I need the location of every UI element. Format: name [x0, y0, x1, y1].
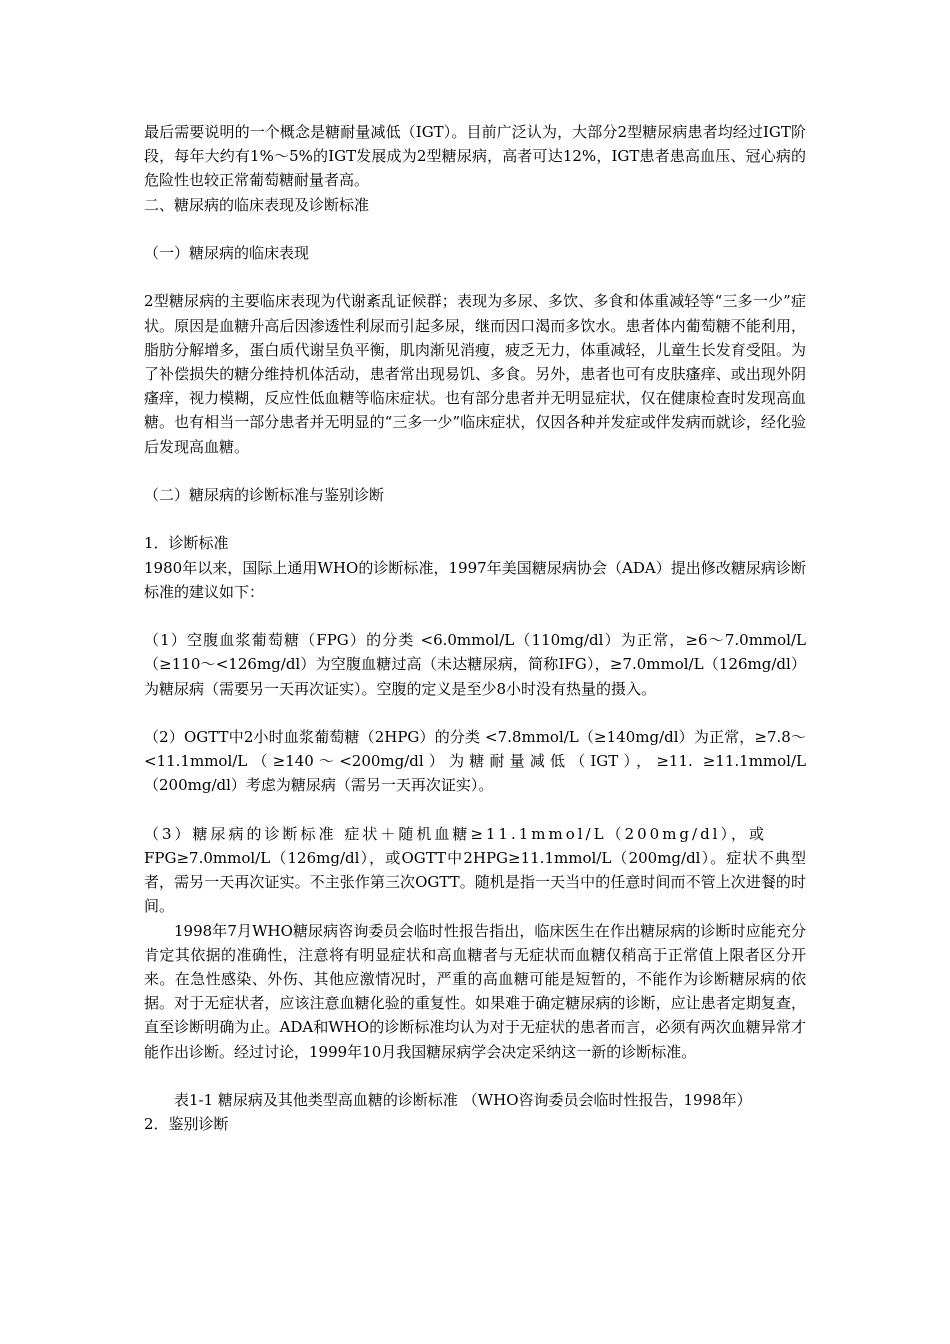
paragraph-symptoms: 2型糖尿病的主要临床表现为代谢紊乱证候群；表现为多尿、多饮、多食和体重减轻等“三多一少”症状。原因是血糖升高后因渗透性利尿而引起多尿，继而因口渴而多饮水。患者体内葡萄糖不能利用，脂肪分解增多，蛋白质代谢呈负平衡，肌肉渐见消瘦，疲乏无力，体重减轻，儿童生长发育受阻。为了补偿损失的糖分维持机体活动，患者常出现易饥、多食。另外，患者也可有皮肤瘙痒、或出现外阴瘙痒，视力模糊，反应性低血糖等临床症状。也有部分患者并无明显症状，仅在健康检查时发现高血糖。也有相当一部分患者并无明显的“三多一少”临床症状，仅因各种并发症或伴发病而就诊，经化验后发现高血糖。	[144, 292, 806, 456]
paragraph-who: 1980年以来，国际上通用WHO的诊断标准，1997年美国糖尿病协会（ADA）提出修改糖尿病诊断标准的建议如下：	[144, 558, 806, 601]
paragraph-igt: 最后需要说明的一个概念是糖耐量减低（IGT）。目前广泛认为，大部分2型糖尿病患者均经过IGT阶段，每年大约有1%～5%的IGT发展成为2型糖尿病，高者可达12%，IGT患者患高血压、冠心病的危险性也较正常葡萄糖耐量者高。	[144, 123, 806, 190]
spacer	[144, 507, 806, 531]
spacer	[144, 1064, 806, 1088]
paragraph-who-1998: 1998年7月WHO糖尿病咨询委员会临时性报告指出，临床医生在作出糖尿病的诊断时应能充分肯定其依据的准确性，注意将有明显症状和高血糖者与无症状而血糖仅稍高于正常值上限者区分开来。在急性感染、外伤、其他应激情况时，严重的高血糖可能是短暂的，不能作为诊断糖尿病的依据。对于无症状者，应该注意血糖化验的重复性。如果难于确定糖尿病的诊断，应让患者定期复查，直至诊断明确为止。ADA和WHO的诊断标准均认为对于无症状的患者而言，必须有两次血糖异常才能作出诊断。经过讨论，1999年10月我国糖尿病学会决定采纳这一新的诊断标准。	[144, 921, 806, 1061]
paragraph-criteria-first-line: （3）糖尿病的诊断标准 症状＋随机血糖≥11.1mmol/L（200mg/dl），或	[144, 824, 767, 843]
spacer	[144, 265, 806, 289]
subsection-heading-diagnosis: （二）糖尿病的诊断标准与鉴别诊断	[144, 486, 385, 504]
item-heading-differential: 2．鉴别诊断	[144, 1115, 229, 1134]
section-heading: 二、糖尿病的临床表现及诊断标准	[144, 195, 370, 214]
table-caption: 表1-1 糖尿病及其他类型高血糖的诊断标准 （WHO咨询委员会临时性报告，1998年）	[174, 1091, 752, 1109]
spacer	[144, 798, 806, 822]
document-body	[144, 120, 806, 1136]
item-heading-criteria: 1．诊断标准	[144, 534, 229, 553]
paragraph-fpg: （1）空腹血浆葡萄糖（FPG）的分类 <6.0mmol/L（110mg/dl）为正常，≥6～7.0mmol/L（≥110～<126mg/dl）为空腹血糖过高（未达糖尿病，简称IFG），≥7.0mmol/L（126mg/dl）为糖尿病（需要另一天再次证实）。空腹的定义是至少8小时没有热量的摄入。	[144, 631, 806, 698]
paragraph-ogtt: （2）OGTT中2小时血浆葡萄糖（2HPG）的分类 <7.8mmol/L（≥140mg/dl）为正常，≥7.8～<11.1mmol/L（≥140～<200mg/dl）为糖耐量减低（IGT），≥11. ≥11.1mmol/L（200mg/dl）考虑为糖尿病（需另一天再次证实）。	[144, 727, 806, 795]
paragraph-criteria: FPG≥7.0mmol/L（126mg/dl），或OGTT中2HPG≥11.1mmol/L（200mg/dl）。症状不典型者，需另一天再次证实。不主张作第三次OGTT。随机是指一天当中的任意时间而不管上次进餐的时间。	[144, 848, 806, 916]
spacer	[144, 217, 806, 241]
subsection-heading-clinical: （一）糖尿病的临床表现	[144, 244, 310, 262]
spacer	[144, 459, 806, 483]
spacer	[144, 604, 806, 628]
spacer	[144, 701, 806, 725]
